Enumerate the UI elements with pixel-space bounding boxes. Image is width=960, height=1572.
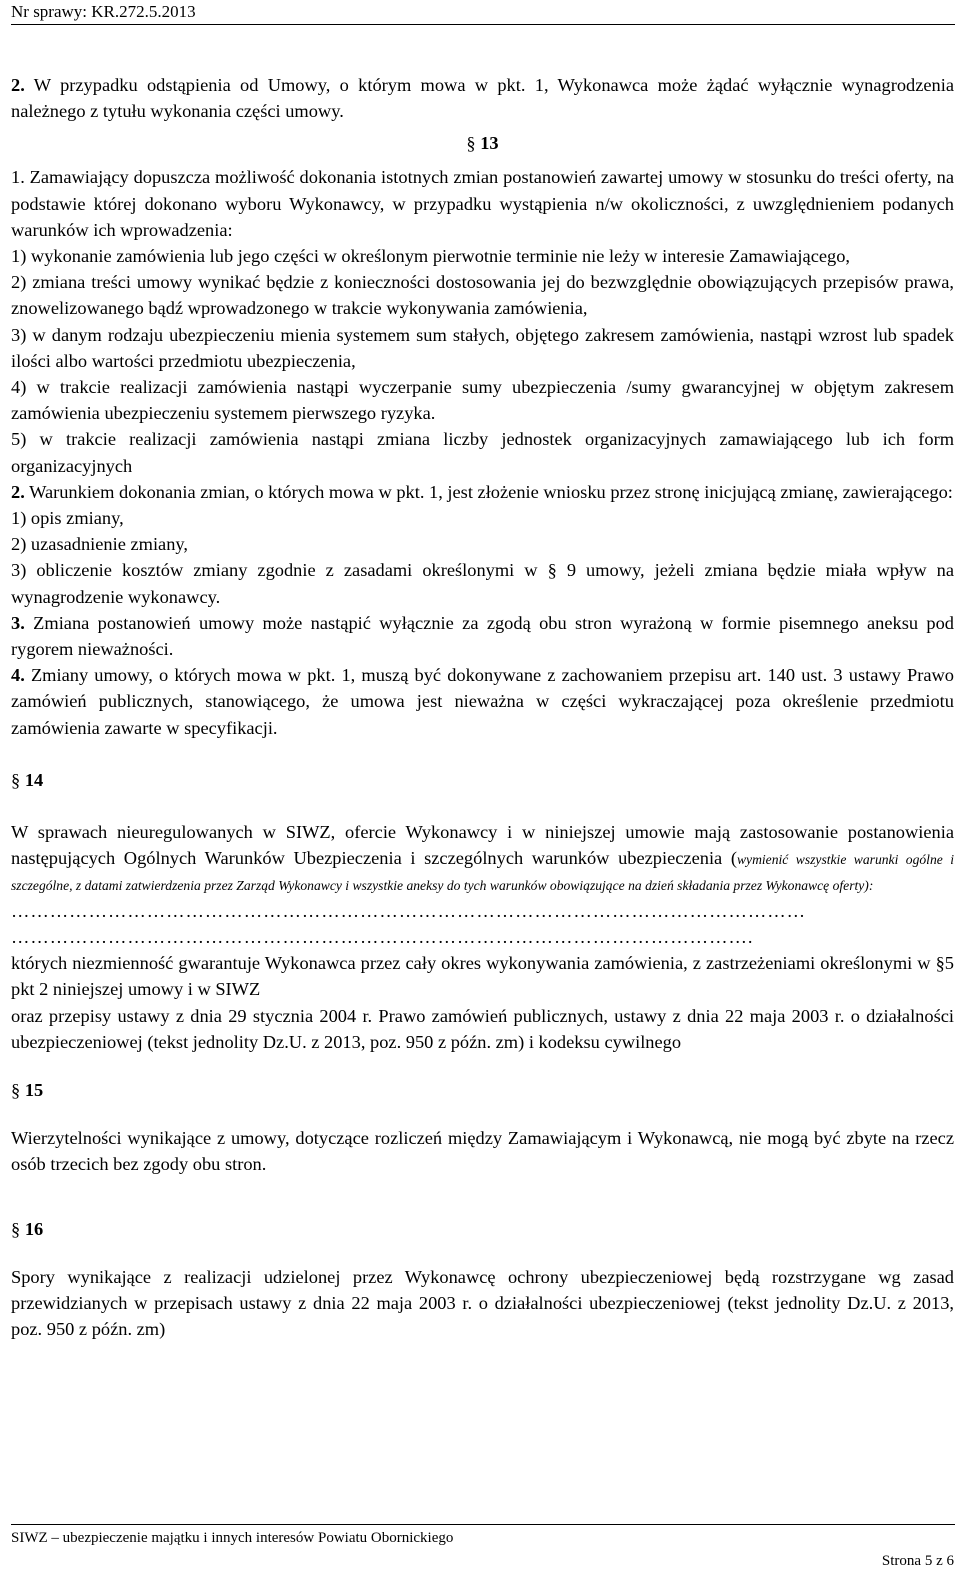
spacer xyxy=(11,1055,954,1077)
paragraph-2 xyxy=(11,72,954,124)
s16-text: Spory wynikające z realizacji udzielonej przez Wykonawcę ochrony ubezpieczeniowej będą rozstrzygane wg zasad przewidzianych w przepisach ustawy z dnia 22 maja 2003 r. o działalności ubezpieczeniowej (tekst jednolity Dz.U. z 2013, poz. 950 z późn. zm) xyxy=(11,1266,954,1340)
s13-paragraph-2 xyxy=(11,479,954,505)
section-sign-icon: § xyxy=(466,133,476,154)
section-heading-13 xyxy=(11,124,954,164)
s14-paragraph xyxy=(11,819,954,898)
section-heading-15 xyxy=(11,1077,954,1103)
s13-item-4: 4) w trakcie realizacji zamówienia nastąpi wyczerpanie sumy ubezpieczenia /sumy gwarancyjnej w objętym zakresem zamówienia ubezpieczeniu systemem pierwszego ryzyka. xyxy=(11,377,954,424)
s13-p2-item-3: 3) obliczenie kosztów zmiany zgodnie z zasadami określonymi w § 9 umowy, jeżeli zmiana będzie miała wpływ na wynagrodzenie wykonawcy. xyxy=(11,560,954,607)
spacer xyxy=(11,1178,954,1216)
header-rule xyxy=(11,24,955,25)
paragraph-number: 3. xyxy=(11,612,25,633)
paragraph-number: 4. xyxy=(11,665,25,686)
s14-note: wymienić wszystkie warunki ogólne i szczególne, z datami zatwierdzenia przez Zarząd Wykonawcy i wszystkie aneksy do tych warunków obowiązujące na dzień składania przez Wykonawcę oferty): xyxy=(11,852,954,894)
spacer xyxy=(11,1242,954,1264)
spacer xyxy=(11,1103,954,1125)
s14-text-a: W sprawach nieuregulowanych w SIWZ, ofercie Wykonawcy i w niniejszej umowie mają zastosowanie postanowienia następujących Ogólnych Warunków Ubezpieczenia i szczególnych warunków ubezpieczenia ( xyxy=(11,822,954,869)
s13-item-2: 2) zmiana treści umowy wynikać będzie z konieczności dostosowania jej do bezwzględnie obowiązujących przepisów prawa, znowelizowanego bądź wprowadzonego w trakcie wykonywania zamówienia, xyxy=(11,272,954,319)
s13-paragraph-3 xyxy=(11,610,954,662)
fill-in-line-1: …………………………………………………………………………………………………………… xyxy=(11,900,807,921)
s14-text-b: których niezmienność gwarantuje Wykonawca przez cały okres wykonywania zamówienia, z zastrzeżeniami określonymi w §5 pkt 2 niniejszej umowy i w SIWZ xyxy=(11,953,954,1000)
s15-text: Wierzytelności wynikające z umowy, dotyczące rozliczeń między Zamawiającym i Wykonawcą, nie mogą być zbyte na rzecz osób trzecich bez zgody obu stron. xyxy=(11,1128,954,1175)
section-heading-16 xyxy=(11,1216,954,1242)
section-heading-14 xyxy=(11,767,954,793)
section-sign-icon: § xyxy=(11,1218,21,1239)
s13-item-1: 1) wykonanie zamówienia lub jego części w określonym pierwotnie terminie nie leży w interesie Zamawiającego, xyxy=(11,246,851,267)
section-number: 14 xyxy=(24,769,44,790)
s13-paragraph-4 xyxy=(11,662,954,741)
paragraph-text: Zmiana postanowień umowy może nastąpić wyłącznie za zgodą obu stron wyrażoną w formie pisemnego aneksu pod rygorem nieważności. xyxy=(11,612,954,660)
section-number: 16 xyxy=(24,1218,44,1239)
section-number: 15 xyxy=(24,1079,44,1100)
fill-in-line-2: ……………………………………………………………………………………………………. xyxy=(11,926,754,947)
section-sign-icon: § xyxy=(11,1079,21,1100)
s13-paragraph-1: 1. Zamawiający dopuszcza możliwość dokonania istotnych zmian postanowień zawartej umowy w stosunku do treści oferty, na podstawie której dokonano wyboru Wykonawcy, w przypadku wystąpienia n/w okoliczności, z uwzględnieniem podanych warunków ich wprowadzenia: xyxy=(11,167,954,240)
s14-text-c: oraz przepisy ustawy z dnia 29 stycznia 2004 r. Prawo zamówień publicznych, ustawy z dnia 22 maja 2003 r. o działalności ubezpieczeniowej (tekst jednolity Dz.U. z 2013, poz. 950 z późn. zm) i kodeksu cywilnego xyxy=(11,1005,954,1052)
paragraph-text: Warunkiem dokonania zmian, o których mowa w pkt. 1, jest złożenie wniosku przez stronę inicjującą zmianę, zawierającego: xyxy=(29,481,953,502)
footer-rule xyxy=(11,1524,955,1525)
document-body xyxy=(11,72,954,1342)
paragraph-text: Zmiany umowy, o których mowa w pkt. 1, muszą być dokonywane z zachowaniem przepisu art. 140 ust. 3 ustawy Prawo zamówień publicznych, stanowiącego, że umowa jest nieważna w części wykraczającej poza określenie przedmiotu zamówienia zawarte w specyfikacji. xyxy=(11,665,954,738)
paragraph-text: W przypadku odstąpienia od Umowy, o którym mowa w pkt. 1, Wykonawca może żądać wyłącznie wynagrodzenia należnego z tytułu wykonania części umowy. xyxy=(11,75,955,122)
s13-item-3: 3) w danym rodzaju ubezpieczeniu mienia systemem sum stałych, objętego zakresem zamówienia, nastąpi wzrost lub spadek ilości albo wartości przedmiotu ubezpieczenia, xyxy=(11,324,954,371)
paragraph-number: 2. xyxy=(11,75,25,95)
paragraph-number: 2. xyxy=(11,481,25,502)
spacer xyxy=(11,793,954,819)
s13-p2-item-1: 1) opis zmiany, xyxy=(11,508,124,529)
s13-p2-item-2: 2) uzasadnienie zmiany, xyxy=(11,534,189,555)
section-number: 13 xyxy=(480,133,499,154)
footer-title: SIWZ – ubezpieczenie majątku i innych interesów Powiatu Obornickiego xyxy=(11,1530,454,1546)
page-number: Strona 5 z 6 xyxy=(881,1553,954,1569)
case-number: Nr sprawy: KR.272.5.2013 xyxy=(11,2,196,21)
s13-item-5: 5) w trakcie realizacji zamówienia nastąpi zmiana liczby jednostek organizacyjnych zamawiającego lub ich form organizacyjnych xyxy=(11,429,954,476)
spacer xyxy=(11,741,954,767)
section-sign-icon: § xyxy=(11,769,21,790)
